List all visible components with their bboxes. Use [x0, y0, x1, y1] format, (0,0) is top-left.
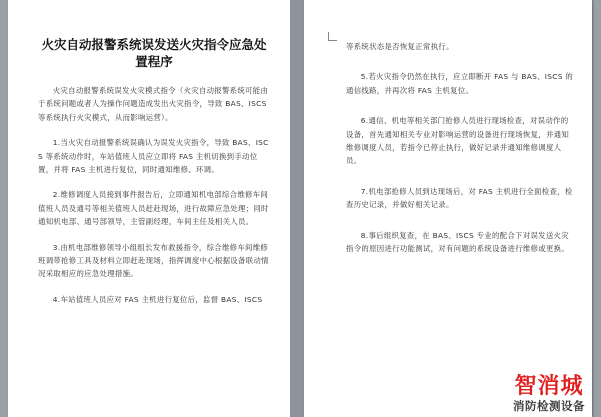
paragraph-step-4: 4.车站值班人员应对 FAS 主机进行复位后，监督 BAS、ISCS: [52, 294, 263, 304]
paragraph-step-6: 6.通信、机电等相关部门抢修人员进行现场检查，对误动作的设备，首先通知相关专业对影响运营的设备进行现场恢复，并通知维修调度人员，若指令已停止执行，做好记录并通知维修调度人员。: [346, 116, 570, 166]
margin-corner-mark: [328, 32, 337, 41]
watermark-title: 智消城: [514, 374, 584, 399]
watermark-logo: [513, 375, 585, 413]
paragraph-step-5: 5.若火灾指令仍然在执行，应立即断开 FAS 与 BAS、ISCS 的通信线路，并再次将 FAS 主机复位。: [346, 72, 574, 95]
paragraph-step-1: 1.当火灾自动报警系统误确认为误发火灾指令，导致 BAS、ISCS 等系统动作时，车站值班人员应立即将 FAS 主机切换到手动位置，并将 FAS 主机进行复位，同时通知维修、环调。: [38, 138, 269, 175]
document-page-right: [304, 0, 592, 417]
paragraph-step-4-continued: 等系统状态是否恢复正常执行。: [346, 42, 454, 51]
paragraph-step-3: 3.由机电部维修领导小组组长发布救援指令，综合维修车间维修班调带抢修工具及材料立即赶赴现场，指挥调度中心根据设备联动情况采取相应的应急处理措施。: [38, 242, 269, 279]
document-title: 火灾自动报警系统误发送火灾指令应急处置程序: [41, 37, 267, 69]
paragraph-step-2: 2.维修调度人员接到事件报告后，立即通知机电部综合维修车间值班人员及通号等相关值班人员赶赴现场，进行故障应急处理；同时通知机电部、通号部领导，主管副经理，车间主任及相关人员。: [38, 190, 269, 227]
paragraph-intro: 火灾自动报警系统误发火灾模式指令（火灾自动报警系统可能由于系统问题或者人为操作问题造成发出火灾指令，导致 BAS、ISCS 等系统执行火灾模式，从而影响运营）。: [38, 86, 269, 122]
watermark-subtitle: 消防检测设备: [513, 399, 585, 413]
document-page-left: [8, 0, 290, 417]
paragraph-step-7: 7.机电部抢修人员到达现场后，对 FAS 主机进行全面检查，检查历史记录，并做好相关记录。: [346, 186, 573, 210]
page-gap: [290, 0, 304, 417]
paragraph-step-8: 8.事后组织复查，在 BAS、ISCS 专业的配合下对误发送火灾指令的原因进行功能测试，对有问题的系统设备进行维修或更换。: [346, 230, 570, 254]
